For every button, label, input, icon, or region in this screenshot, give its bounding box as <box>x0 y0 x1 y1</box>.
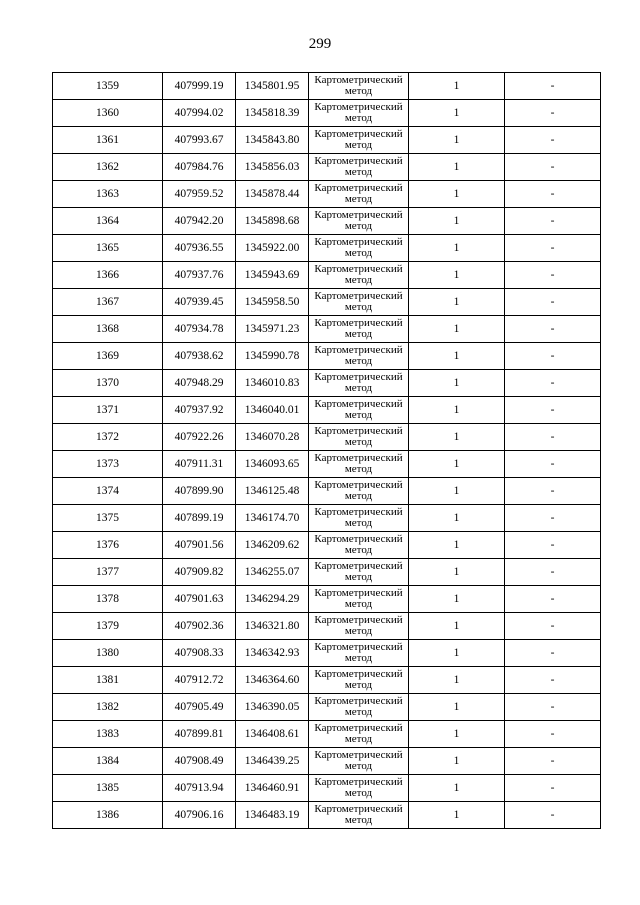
note-cell: - <box>505 586 601 613</box>
method-line-2: метод <box>344 355 373 367</box>
y-coordinate-cell: 1346010.83 <box>236 370 309 397</box>
point-number-cell: 1368 <box>53 316 163 343</box>
method-cell <box>309 397 409 424</box>
point-number-cell: 1374 <box>53 478 163 505</box>
accuracy-cell: 1 <box>409 505 505 532</box>
method-cell <box>309 424 409 451</box>
method-cell <box>309 127 409 154</box>
method-cell <box>309 262 409 289</box>
note-cell: - <box>505 289 601 316</box>
table-row <box>53 721 601 748</box>
accuracy-cell: 1 <box>409 424 505 451</box>
x-coordinate-cell: 407906.16 <box>163 802 236 829</box>
method-line-2: метод <box>344 598 373 610</box>
accuracy-cell: 1 <box>409 289 505 316</box>
method-line-1: Картометрический <box>314 74 403 86</box>
table-row <box>53 748 601 775</box>
note-cell: - <box>505 694 601 721</box>
y-coordinate-cell: 1345943.69 <box>236 262 309 289</box>
method-cell <box>309 316 409 343</box>
method-cell <box>309 775 409 802</box>
point-number-cell: 1363 <box>53 181 163 208</box>
y-coordinate-cell: 1345818.39 <box>236 100 309 127</box>
method-line-2: метод <box>344 814 373 826</box>
x-coordinate-cell: 407911.31 <box>163 451 236 478</box>
coordinates-table-body <box>53 73 601 829</box>
x-coordinate-cell: 407984.76 <box>163 154 236 181</box>
y-coordinate-cell: 1346040.01 <box>236 397 309 424</box>
y-coordinate-cell: 1346321.80 <box>236 613 309 640</box>
y-coordinate-cell: 1345843.80 <box>236 127 309 154</box>
x-coordinate-cell: 407902.36 <box>163 613 236 640</box>
table-row <box>53 802 601 829</box>
table-row <box>53 505 601 532</box>
x-coordinate-cell: 407905.49 <box>163 694 236 721</box>
note-cell: - <box>505 721 601 748</box>
x-coordinate-cell: 407909.82 <box>163 559 236 586</box>
note-cell: - <box>505 424 601 451</box>
x-coordinate-cell: 407922.26 <box>163 424 236 451</box>
accuracy-cell: 1 <box>409 694 505 721</box>
x-coordinate-cell: 407959.52 <box>163 181 236 208</box>
note-cell: - <box>505 316 601 343</box>
note-cell: - <box>505 397 601 424</box>
point-number-cell: 1372 <box>53 424 163 451</box>
method-line-2: метод <box>344 706 373 718</box>
y-coordinate-cell: 1346483.19 <box>236 802 309 829</box>
y-coordinate-cell: 1346174.70 <box>236 505 309 532</box>
y-coordinate-cell: 1345922.00 <box>236 235 309 262</box>
method-line-2: метод <box>344 544 373 556</box>
y-coordinate-cell: 1346390.05 <box>236 694 309 721</box>
accuracy-cell: 1 <box>409 154 505 181</box>
accuracy-cell: 1 <box>409 478 505 505</box>
table-row <box>53 586 601 613</box>
accuracy-cell: 1 <box>409 586 505 613</box>
table-row <box>53 613 601 640</box>
accuracy-cell: 1 <box>409 802 505 829</box>
method-cell <box>309 802 409 829</box>
table-row <box>53 127 601 154</box>
note-cell: - <box>505 748 601 775</box>
method-line-1: Картометрический <box>314 398 403 410</box>
accuracy-cell: 1 <box>409 316 505 343</box>
x-coordinate-cell: 407901.56 <box>163 532 236 559</box>
method-cell <box>309 478 409 505</box>
x-coordinate-cell: 407899.81 <box>163 721 236 748</box>
y-coordinate-cell: 1345878.44 <box>236 181 309 208</box>
point-number-cell: 1373 <box>53 451 163 478</box>
point-number-cell: 1376 <box>53 532 163 559</box>
point-number-cell: 1369 <box>53 343 163 370</box>
accuracy-cell: 1 <box>409 397 505 424</box>
method-cell <box>309 343 409 370</box>
y-coordinate-cell: 1346255.07 <box>236 559 309 586</box>
table-row <box>53 397 601 424</box>
accuracy-cell: 1 <box>409 208 505 235</box>
point-number-cell: 1384 <box>53 748 163 775</box>
method-line-1: Картометрический <box>314 722 403 734</box>
note-cell: - <box>505 181 601 208</box>
method-line-1: Картометрический <box>314 371 403 383</box>
accuracy-cell: 1 <box>409 73 505 100</box>
y-coordinate-cell: 1345801.95 <box>236 73 309 100</box>
method-line-2: метод <box>344 247 373 259</box>
method-cell <box>309 694 409 721</box>
method-line-1: Картометрический <box>314 506 403 518</box>
method-line-2: метод <box>344 139 373 151</box>
method-line-1: Картометрический <box>314 317 403 329</box>
point-number-cell: 1364 <box>53 208 163 235</box>
accuracy-cell: 1 <box>409 235 505 262</box>
x-coordinate-cell: 407899.19 <box>163 505 236 532</box>
note-cell: - <box>505 667 601 694</box>
method-cell <box>309 235 409 262</box>
method-line-1: Картометрический <box>314 128 403 140</box>
table-row <box>53 181 601 208</box>
method-cell <box>309 667 409 694</box>
method-line-1: Картометрический <box>314 236 403 248</box>
point-number-cell: 1359 <box>53 73 163 100</box>
method-cell <box>309 586 409 613</box>
method-line-1: Картометрический <box>314 344 403 356</box>
method-cell <box>309 721 409 748</box>
x-coordinate-cell: 407994.02 <box>163 100 236 127</box>
note-cell: - <box>505 100 601 127</box>
table-row <box>53 208 601 235</box>
method-cell <box>309 451 409 478</box>
accuracy-cell: 1 <box>409 613 505 640</box>
point-number-cell: 1377 <box>53 559 163 586</box>
table-row <box>53 424 601 451</box>
note-cell: - <box>505 451 601 478</box>
method-line-2: метод <box>344 733 373 745</box>
note-cell: - <box>505 370 601 397</box>
note-cell: - <box>505 559 601 586</box>
method-line-2: метод <box>344 517 373 529</box>
x-coordinate-cell: 407908.33 <box>163 640 236 667</box>
method-line-2: метод <box>344 787 373 799</box>
x-coordinate-cell: 407937.76 <box>163 262 236 289</box>
y-coordinate-cell: 1345856.03 <box>236 154 309 181</box>
x-coordinate-cell: 407939.45 <box>163 289 236 316</box>
note-cell: - <box>505 235 601 262</box>
method-line-1: Картометрический <box>314 479 403 491</box>
method-line-1: Картометрический <box>314 803 403 815</box>
x-coordinate-cell: 407993.67 <box>163 127 236 154</box>
point-number-cell: 1362 <box>53 154 163 181</box>
point-number-cell: 1382 <box>53 694 163 721</box>
method-line-2: метод <box>344 328 373 340</box>
method-line-1: Картометрический <box>314 533 403 545</box>
note-cell: - <box>505 775 601 802</box>
accuracy-cell: 1 <box>409 127 505 154</box>
y-coordinate-cell: 1345958.50 <box>236 289 309 316</box>
method-cell <box>309 559 409 586</box>
method-line-2: метод <box>344 274 373 286</box>
method-line-1: Картометрический <box>314 263 403 275</box>
method-cell <box>309 154 409 181</box>
x-coordinate-cell: 407936.55 <box>163 235 236 262</box>
x-coordinate-cell: 407908.49 <box>163 748 236 775</box>
method-cell <box>309 181 409 208</box>
x-coordinate-cell: 407937.92 <box>163 397 236 424</box>
accuracy-cell: 1 <box>409 667 505 694</box>
method-line-1: Картометрический <box>314 101 403 113</box>
note-cell: - <box>505 532 601 559</box>
accuracy-cell: 1 <box>409 721 505 748</box>
accuracy-cell: 1 <box>409 343 505 370</box>
x-coordinate-cell: 407948.29 <box>163 370 236 397</box>
method-cell <box>309 100 409 127</box>
accuracy-cell: 1 <box>409 559 505 586</box>
table-row <box>53 154 601 181</box>
accuracy-cell: 1 <box>409 775 505 802</box>
method-line-2: метод <box>344 301 373 313</box>
method-line-1: Картометрический <box>314 641 403 653</box>
method-line-2: метод <box>344 436 373 448</box>
table-row <box>53 262 601 289</box>
method-cell <box>309 208 409 235</box>
method-line-1: Картометрический <box>314 749 403 761</box>
note-cell: - <box>505 262 601 289</box>
method-line-2: метод <box>344 625 373 637</box>
table-row <box>53 478 601 505</box>
table-row <box>53 559 601 586</box>
point-number-cell: 1380 <box>53 640 163 667</box>
method-line-1: Картометрический <box>314 452 403 464</box>
method-cell <box>309 532 409 559</box>
note-cell: - <box>505 505 601 532</box>
method-line-2: метод <box>344 463 373 475</box>
point-number-cell: 1381 <box>53 667 163 694</box>
table-row <box>53 235 601 262</box>
method-cell <box>309 613 409 640</box>
method-cell <box>309 289 409 316</box>
y-coordinate-cell: 1345990.78 <box>236 343 309 370</box>
table-row <box>53 370 601 397</box>
note-cell: - <box>505 73 601 100</box>
y-coordinate-cell: 1346070.28 <box>236 424 309 451</box>
accuracy-cell: 1 <box>409 451 505 478</box>
method-line-1: Картометрический <box>314 290 403 302</box>
note-cell: - <box>505 208 601 235</box>
method-cell <box>309 748 409 775</box>
point-number-cell: 1365 <box>53 235 163 262</box>
table-row <box>53 100 601 127</box>
point-number-cell: 1386 <box>53 802 163 829</box>
point-number-cell: 1371 <box>53 397 163 424</box>
point-number-cell: 1361 <box>53 127 163 154</box>
y-coordinate-cell: 1346408.61 <box>236 721 309 748</box>
page-number: 299 <box>308 36 332 52</box>
table-row <box>53 667 601 694</box>
method-line-1: Картометрический <box>314 695 403 707</box>
accuracy-cell: 1 <box>409 100 505 127</box>
table-row <box>53 343 601 370</box>
method-line-2: метод <box>344 679 373 691</box>
accuracy-cell: 1 <box>409 181 505 208</box>
accuracy-cell: 1 <box>409 262 505 289</box>
x-coordinate-cell: 407999.19 <box>163 73 236 100</box>
table-row <box>53 289 601 316</box>
x-coordinate-cell: 407934.78 <box>163 316 236 343</box>
method-line-2: метод <box>344 409 373 421</box>
table-row <box>53 640 601 667</box>
method-line-2: метод <box>344 85 373 97</box>
x-coordinate-cell: 407901.63 <box>163 586 236 613</box>
x-coordinate-cell: 407942.20 <box>163 208 236 235</box>
point-number-cell: 1383 <box>53 721 163 748</box>
x-coordinate-cell: 407912.72 <box>163 667 236 694</box>
y-coordinate-cell: 1346364.60 <box>236 667 309 694</box>
point-number-cell: 1379 <box>53 613 163 640</box>
method-line-1: Картометрический <box>314 209 403 221</box>
y-coordinate-cell: 1345971.23 <box>236 316 309 343</box>
y-coordinate-cell: 1346342.93 <box>236 640 309 667</box>
table-row <box>53 73 601 100</box>
method-line-2: метод <box>344 220 373 232</box>
accuracy-cell: 1 <box>409 370 505 397</box>
point-number-cell: 1367 <box>53 289 163 316</box>
table-row <box>53 775 601 802</box>
note-cell: - <box>505 127 601 154</box>
method-line-2: метод <box>344 652 373 664</box>
point-number-cell: 1366 <box>53 262 163 289</box>
method-line-1: Картометрический <box>314 182 403 194</box>
method-cell <box>309 370 409 397</box>
table-row <box>53 532 601 559</box>
note-cell: - <box>505 613 601 640</box>
method-line-1: Картометрический <box>314 614 403 626</box>
y-coordinate-cell: 1345898.68 <box>236 208 309 235</box>
note-cell: - <box>505 154 601 181</box>
method-cell <box>309 505 409 532</box>
method-line-1: Картометрический <box>314 155 403 167</box>
method-line-1: Картометрический <box>314 425 403 437</box>
point-number-cell: 1378 <box>53 586 163 613</box>
method-line-2: метод <box>344 166 373 178</box>
method-line-2: метод <box>344 112 373 124</box>
method-cell <box>309 640 409 667</box>
note-cell: - <box>505 802 601 829</box>
table-row <box>53 316 601 343</box>
point-number-cell: 1360 <box>53 100 163 127</box>
method-line-1: Картометрический <box>314 776 403 788</box>
method-line-1: Картометрический <box>314 560 403 572</box>
note-cell: - <box>505 640 601 667</box>
note-cell: - <box>505 343 601 370</box>
point-number-cell: 1375 <box>53 505 163 532</box>
x-coordinate-cell: 407938.62 <box>163 343 236 370</box>
point-number-cell: 1370 <box>53 370 163 397</box>
method-line-2: метод <box>344 193 373 205</box>
method-line-2: метод <box>344 490 373 502</box>
table-row <box>53 451 601 478</box>
point-number-cell: 1385 <box>53 775 163 802</box>
table-row <box>53 694 601 721</box>
method-line-1: Картометрический <box>314 668 403 680</box>
method-line-2: метод <box>344 571 373 583</box>
method-line-2: метод <box>344 382 373 394</box>
y-coordinate-cell: 1346093.65 <box>236 451 309 478</box>
x-coordinate-cell: 407899.90 <box>163 478 236 505</box>
method-line-1: Картометрический <box>314 587 403 599</box>
y-coordinate-cell: 1346125.48 <box>236 478 309 505</box>
accuracy-cell: 1 <box>409 748 505 775</box>
accuracy-cell: 1 <box>409 640 505 667</box>
y-coordinate-cell: 1346209.62 <box>236 532 309 559</box>
coordinates-table <box>52 72 601 829</box>
note-cell: - <box>505 478 601 505</box>
accuracy-cell: 1 <box>409 532 505 559</box>
x-coordinate-cell: 407913.94 <box>163 775 236 802</box>
y-coordinate-cell: 1346439.25 <box>236 748 309 775</box>
y-coordinate-cell: 1346294.29 <box>236 586 309 613</box>
y-coordinate-cell: 1346460.91 <box>236 775 309 802</box>
method-cell <box>309 73 409 100</box>
method-line-2: метод <box>344 760 373 772</box>
